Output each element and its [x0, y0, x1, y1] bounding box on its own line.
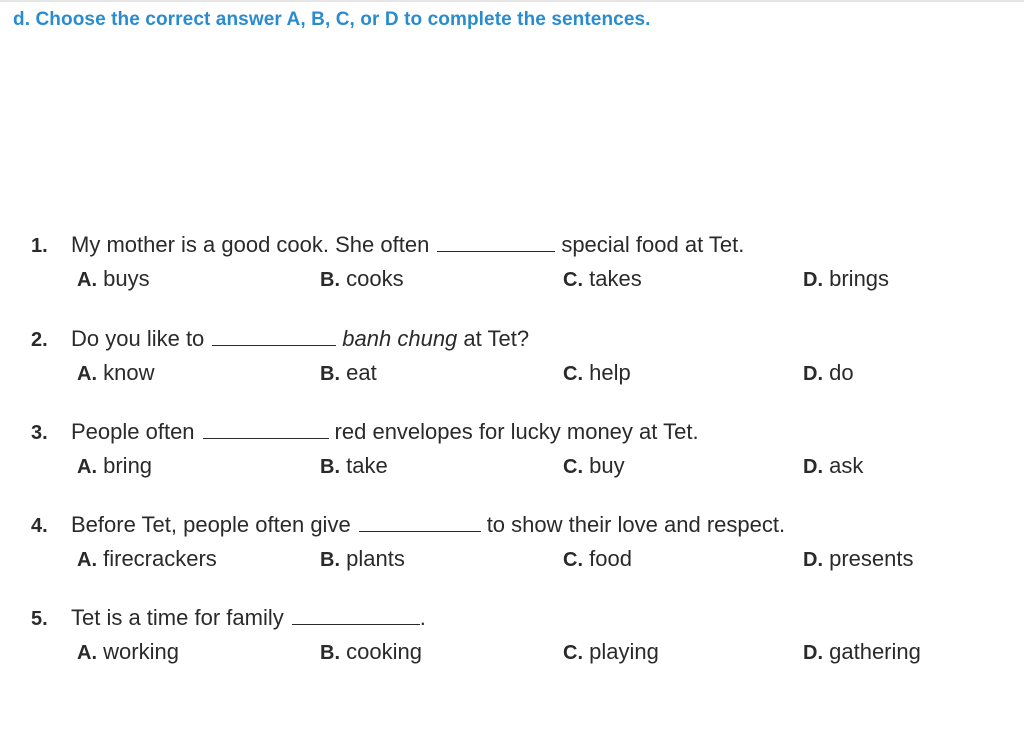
- question-line: [0, 512, 1024, 546]
- option-text: firecrackers: [103, 546, 217, 571]
- question-text: [71, 512, 785, 538]
- option-c[interactable]: [563, 266, 642, 292]
- question-number: 4.: [31, 515, 48, 537]
- question-line: [0, 326, 1024, 360]
- option-letter: A.: [77, 456, 97, 478]
- question-text-before: Tet is a time for family: [71, 605, 284, 630]
- option-a[interactable]: [77, 546, 217, 572]
- option-letter: A.: [77, 363, 97, 385]
- question-text-italic: banh chung: [342, 326, 458, 351]
- answer-blank: [437, 233, 555, 252]
- options-row: [0, 360, 1024, 394]
- answer-blank: [359, 513, 481, 532]
- option-text: buy: [589, 453, 625, 478]
- option-d[interactable]: [803, 546, 914, 572]
- question-text-after: at Tet?: [463, 326, 530, 351]
- question-3: [0, 419, 1024, 487]
- option-b[interactable]: [320, 546, 405, 572]
- option-letter: C.: [563, 269, 583, 291]
- question-text-after: red envelopes for lucky money at Tet.: [334, 419, 699, 444]
- question-number: 1.: [31, 235, 48, 257]
- option-letter: A.: [77, 642, 97, 664]
- option-letter: C.: [563, 456, 583, 478]
- option-letter: D.: [803, 549, 823, 571]
- option-letter: C.: [563, 642, 583, 664]
- option-letter: B.: [320, 363, 340, 385]
- option-letter: D.: [803, 269, 823, 291]
- option-letter: A.: [77, 549, 97, 571]
- question-5: [0, 605, 1024, 673]
- question-number: 2.: [31, 329, 48, 351]
- answer-blank: [203, 420, 329, 439]
- option-text: playing: [589, 639, 659, 664]
- option-letter: C.: [563, 549, 583, 571]
- option-d[interactable]: [803, 453, 863, 479]
- option-a[interactable]: [77, 360, 154, 386]
- option-a[interactable]: [77, 266, 150, 292]
- option-d[interactable]: [803, 360, 854, 386]
- option-c[interactable]: [563, 546, 632, 572]
- option-text: do: [829, 360, 854, 385]
- question-text-after: .: [419, 605, 426, 630]
- option-text: working: [103, 639, 179, 664]
- question-text: [71, 605, 426, 631]
- answer-blank: [292, 606, 420, 625]
- question-text-before: People often: [71, 419, 195, 444]
- option-letter: C.: [563, 363, 583, 385]
- option-letter: D.: [803, 642, 823, 664]
- option-letter: B.: [320, 456, 340, 478]
- question-line: [0, 605, 1024, 639]
- option-c[interactable]: [563, 360, 631, 386]
- option-text: take: [346, 453, 388, 478]
- option-text: eat: [346, 360, 377, 385]
- option-text: plants: [346, 546, 405, 571]
- option-text: cooks: [346, 266, 404, 291]
- option-text: brings: [829, 266, 890, 291]
- option-letter: D.: [803, 456, 823, 478]
- options-row: [0, 546, 1024, 580]
- option-d[interactable]: [803, 266, 889, 292]
- option-text: buys: [103, 266, 150, 291]
- option-b[interactable]: [320, 360, 377, 386]
- answer-blank: [212, 327, 336, 346]
- question-text: [71, 326, 529, 352]
- option-text: food: [589, 546, 632, 571]
- question-text: [71, 419, 699, 445]
- option-c[interactable]: [563, 453, 625, 479]
- question-4: [0, 512, 1024, 580]
- option-text: know: [103, 360, 155, 385]
- option-letter: B.: [320, 549, 340, 571]
- question-line: [0, 232, 1024, 266]
- option-text: cooking: [346, 639, 422, 664]
- option-letter: A.: [77, 269, 97, 291]
- question-line: [0, 419, 1024, 453]
- options-row: [0, 453, 1024, 487]
- question-2: [0, 326, 1024, 394]
- question-text-after: to show their love and respect.: [486, 512, 786, 537]
- option-c[interactable]: [563, 639, 659, 665]
- question-1: [0, 232, 1024, 300]
- option-b[interactable]: [320, 453, 388, 479]
- top-divider: [0, 0, 1024, 2]
- options-row: [0, 639, 1024, 673]
- option-a[interactable]: [77, 639, 179, 665]
- option-text: gathering: [829, 639, 921, 664]
- option-a[interactable]: [77, 453, 152, 479]
- option-letter: D.: [803, 363, 823, 385]
- question-text-before: Before Tet, people often give: [71, 512, 351, 537]
- question-text-after: special food at Tet.: [561, 232, 745, 257]
- option-d[interactable]: [803, 639, 921, 665]
- option-text: help: [589, 360, 631, 385]
- option-b[interactable]: [320, 639, 422, 665]
- option-letter: B.: [320, 642, 340, 664]
- option-b[interactable]: [320, 266, 404, 292]
- question-number: 3.: [31, 422, 48, 444]
- question-number: 5.: [31, 608, 48, 630]
- exercise-instruction: d. Choose the correct answer A, B, C, or D to complete the sentences.: [13, 9, 651, 30]
- option-text: bring: [103, 453, 153, 478]
- question-text: [71, 232, 744, 258]
- option-letter: B.: [320, 269, 340, 291]
- question-text-before: My mother is a good cook. She often: [71, 232, 430, 257]
- option-text: ask: [829, 453, 864, 478]
- options-row: [0, 266, 1024, 300]
- question-text-before: Do you like to: [71, 326, 205, 351]
- option-text: takes: [589, 266, 642, 291]
- option-text: presents: [829, 546, 914, 571]
